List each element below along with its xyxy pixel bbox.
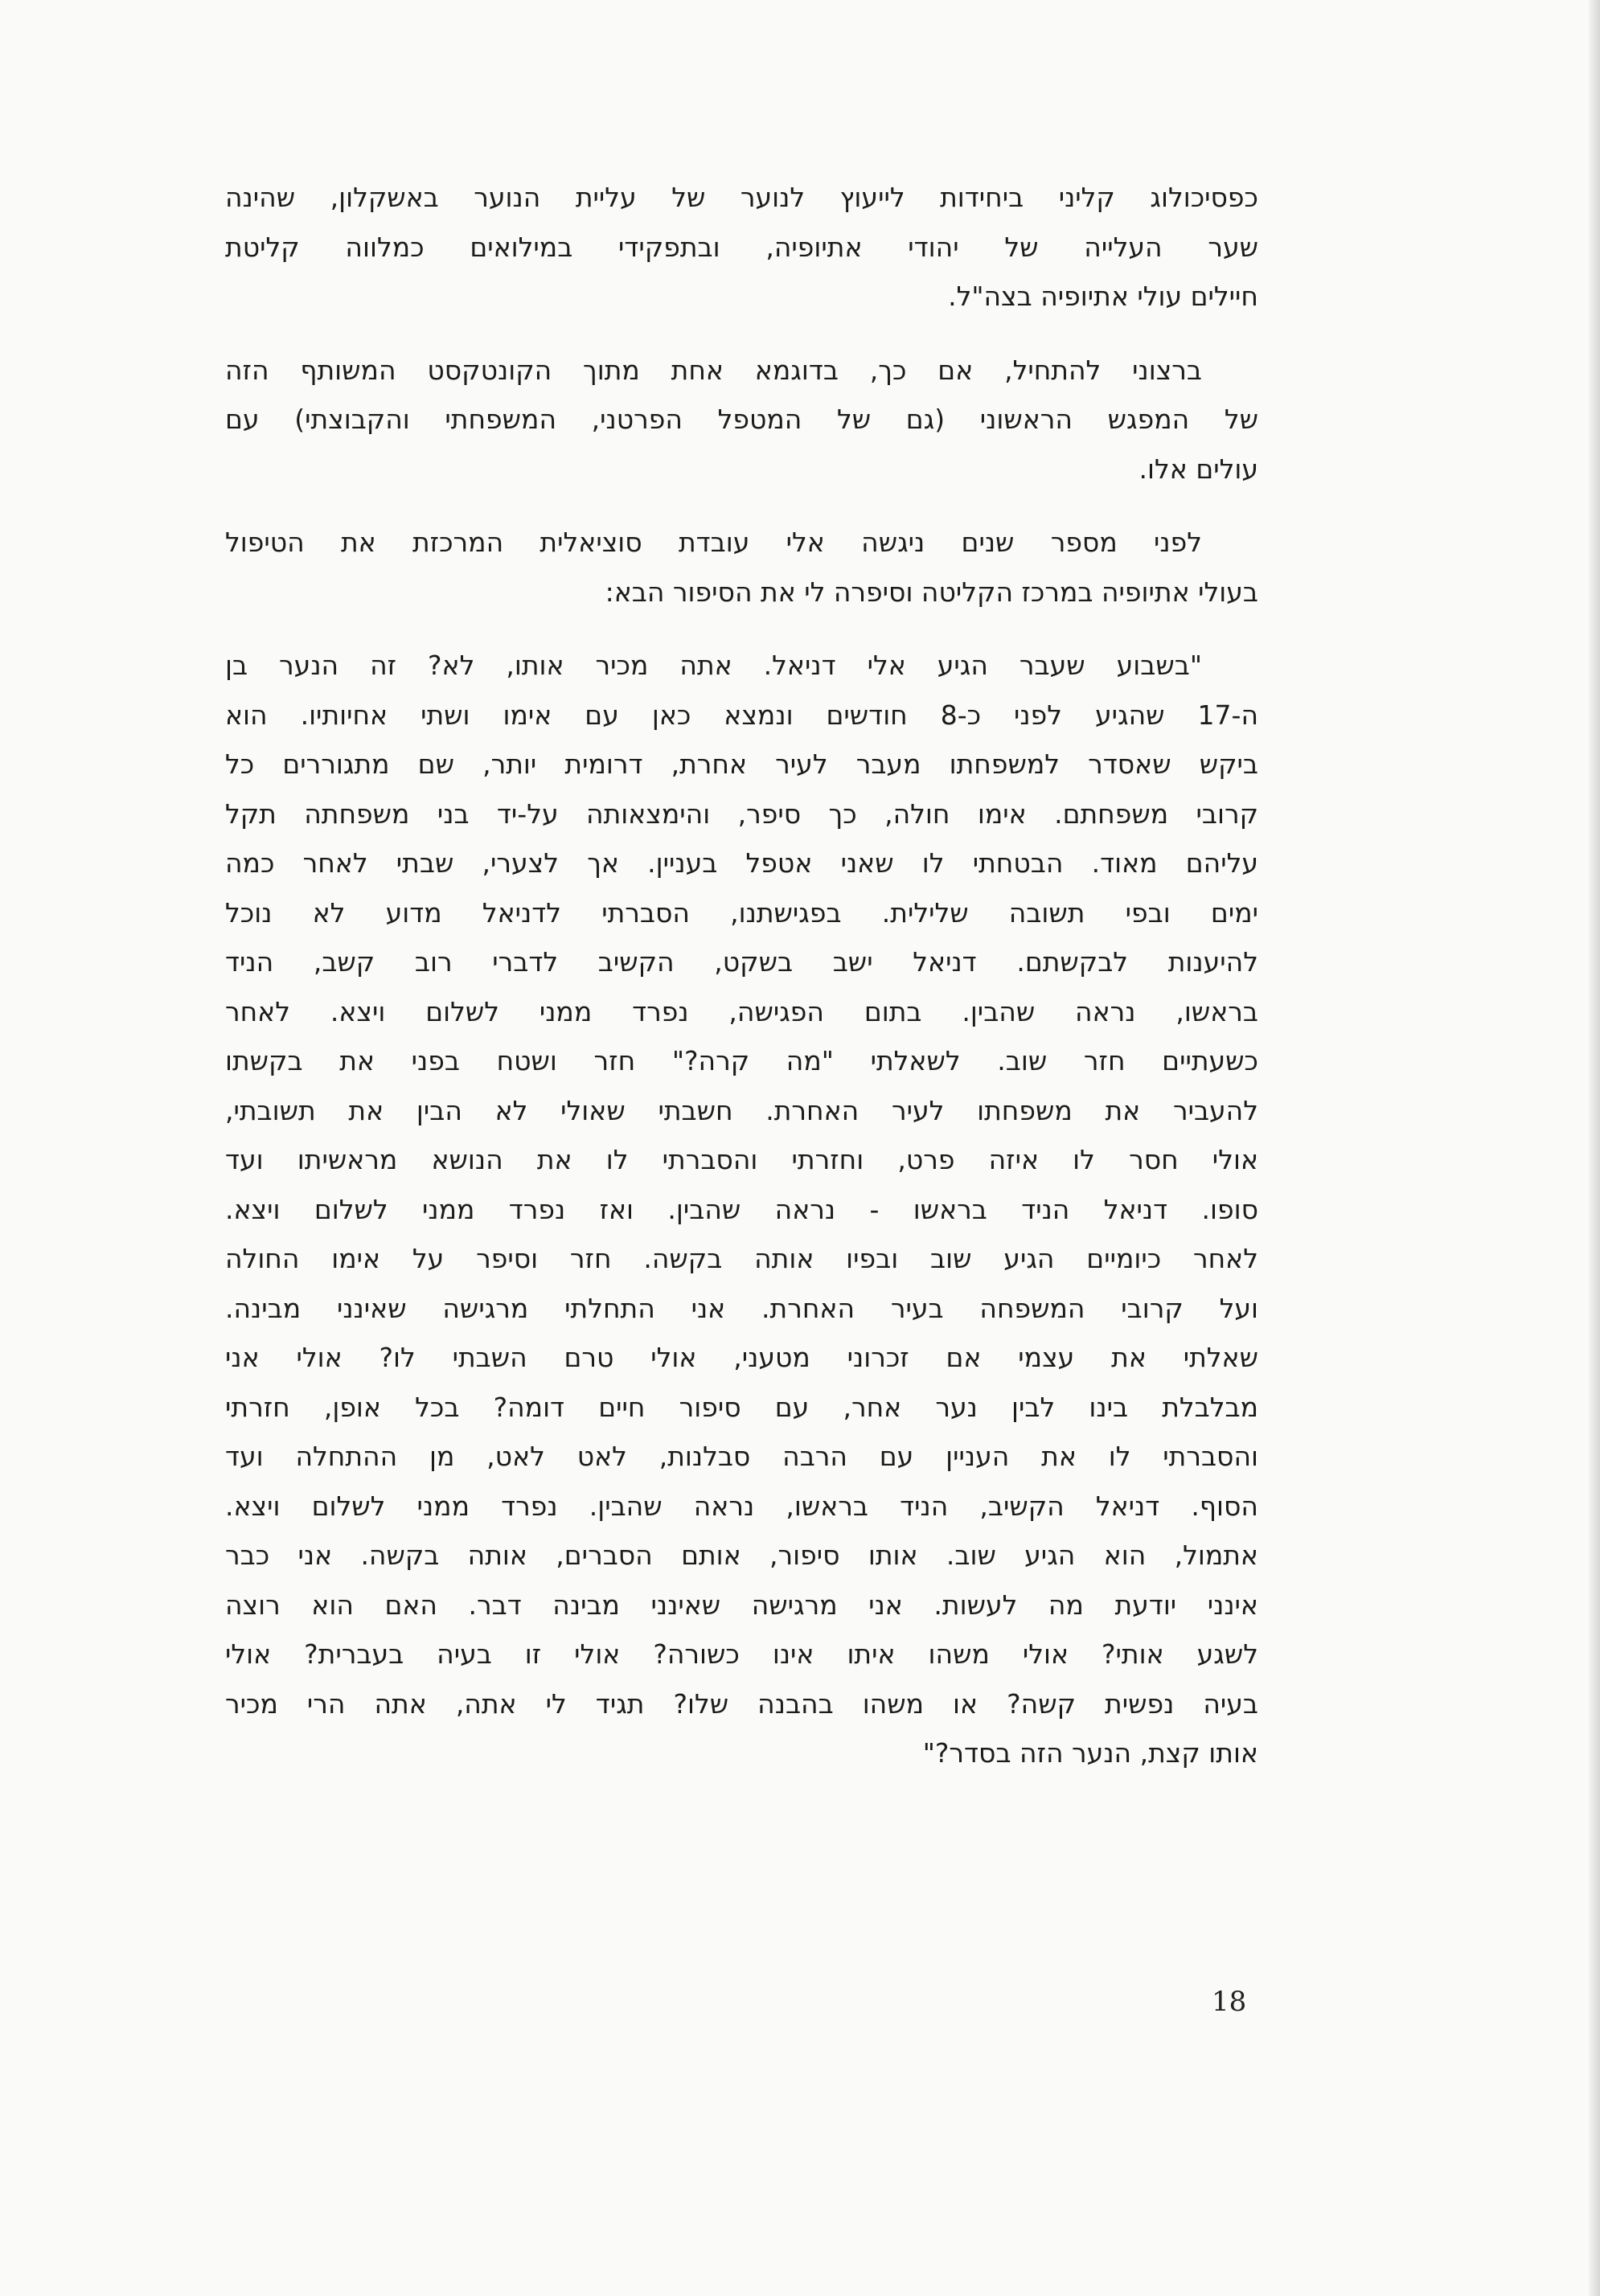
text-line: כשעתיים חזר שוב. לשאלתי "מה קרה?" חזר ושטח בפני את בקשתו (225, 1045, 1258, 1076)
paragraph (225, 346, 1258, 494)
text-line: עליהם מאוד. הבטחתי לו שאני אטפל בעניין. אך לצערי, שבתי לאחר כמה (225, 847, 1258, 879)
text-line: והסברתי לו את העניין עם הרבה סבלנות, לאט לאט, מן ההתחלה ועד (225, 1441, 1258, 1472)
body-text (225, 173, 1258, 1778)
text-line: להעביר את משפחתו לעיר האחרת. חשבתי שאולי לא הבין את תשובתי, (225, 1094, 1258, 1126)
text-line: בראשו, נראה שהבין. בתום הפגישה, נפרד ממני לשלום ויצא. לאחר (225, 995, 1258, 1027)
text-line: עולים אלו. (1138, 453, 1258, 485)
text-line: שער העלייה של יהודי אתיופיה, ובתפקידי במילואים כמלווה קליטת (225, 231, 1258, 263)
text-line: ימים ובפי תשובה שלילית. בפגישתנו, הסברתי לדניאל מדוע לא נוכל (225, 896, 1258, 929)
paragraph-gap (225, 494, 1258, 518)
text-line: אולי חסר לו איזה פרט, וחזרתי והסברתי לו את הנושא מראשיתו ועד (225, 1144, 1258, 1175)
paragraph-gap (225, 617, 1258, 641)
text-line: אינני יודעת מה לעשות. אני מרגישה שאינני מבינה דבר. האם הוא רוצה (225, 1589, 1258, 1621)
paragraph (225, 173, 1258, 322)
text-line: חיילים עולי אתיופיה בצה"ל. (948, 281, 1258, 312)
paragraph (225, 518, 1258, 617)
text-line: להיענות לבקשתם. דניאל ישב בשקט, הקשיב לדברי רוב קשב, הניד (225, 946, 1258, 978)
page-number: 18 (1212, 1986, 1247, 2018)
text-line: ברצוני להתחיל, אם כך, בדוגמא אחת מתוך הקונטקסט המשותף הזה (225, 354, 1202, 386)
text-line: ועל קרובי המשפחה בעיר האחרת. אני התחלתי מרגישה שאינני מבינה. (225, 1292, 1258, 1324)
text-line: שאלתי את עצמי אם זכרוני מטעני, אולי טרם השבתי לו? אולי אני (225, 1342, 1258, 1373)
text-line: לאחר כיומיים הגיע שוב ובפיו אותה בקשה. חזר וסיפר על אימו החולה (225, 1243, 1258, 1274)
text-line: אתמול, הוא הגיע שוב. אותו סיפור, אותם הסברים, אותה בקשה. אני כבר (225, 1540, 1258, 1571)
text-line: סופו. דניאל הניד בראשו - נראה שהבין. ואז נפרד ממני לשלום ויצא. (225, 1193, 1258, 1225)
text-line: בעיה נפשית קשה? או משהו בהבנה שלו? תגיד לי אתה, אתה הרי מכיר (225, 1687, 1258, 1720)
text-line: של המפגש הראשוני (גם של המטפל הפרטני, המשפחתי והקבוצתי) עם (225, 404, 1258, 435)
text-line: ה-17 שהגיע לפני כ-8 חודשים ונמצא כאן עם אימו ושתי אחיותיו. הוא (225, 699, 1258, 731)
paragraph-gap (225, 322, 1258, 346)
text-line: אותו קצת, הנער הזה בסדר?" (922, 1737, 1258, 1769)
page-edge-shadow (1589, 0, 1600, 2296)
text-line: מבלבלת בינו לבין נער אחר, עם סיפור חיים דומה? בכל אופן, חזרתי (225, 1391, 1258, 1423)
text-line: כפסיכולוג קליני ביחידות לייעוץ לנוער של עליית הנוער באשקלון, שהינה (225, 182, 1258, 213)
text-line: "בשבוע שעבר הגיע אלי דניאל. אתה מכיר אותו, לא? זה הנער בן (225, 650, 1202, 681)
text-line: לשגע אותי? אולי משהו איתו אינו כשורה? אולי זו בעיה בעברית? אולי (225, 1638, 1258, 1670)
text-line: קרובי משפחתם. אימו חולה, כך סיפר, והימצאותה על-יד בני משפחתה תקל (225, 797, 1258, 830)
text-line: ביקש שאסדר למשפחתו מעבר לעיר אחרת, דרומית יותר, שם מתגוררים כל (225, 748, 1258, 780)
text-line: לפני מספר שנים ניגשה אלי עובדת סוציאלית המרכזת את הטיפול (225, 527, 1202, 558)
paragraph (225, 641, 1258, 1778)
text-line: הסוף. דניאל הקשיב, הניד בראשו, נראה שהבין. נפרד ממני לשלום ויצא. (225, 1490, 1258, 1522)
text-line: בעולי אתיופיה במרכז הקליטה וסיפרה לי את הסיפור הבא: (605, 576, 1258, 608)
